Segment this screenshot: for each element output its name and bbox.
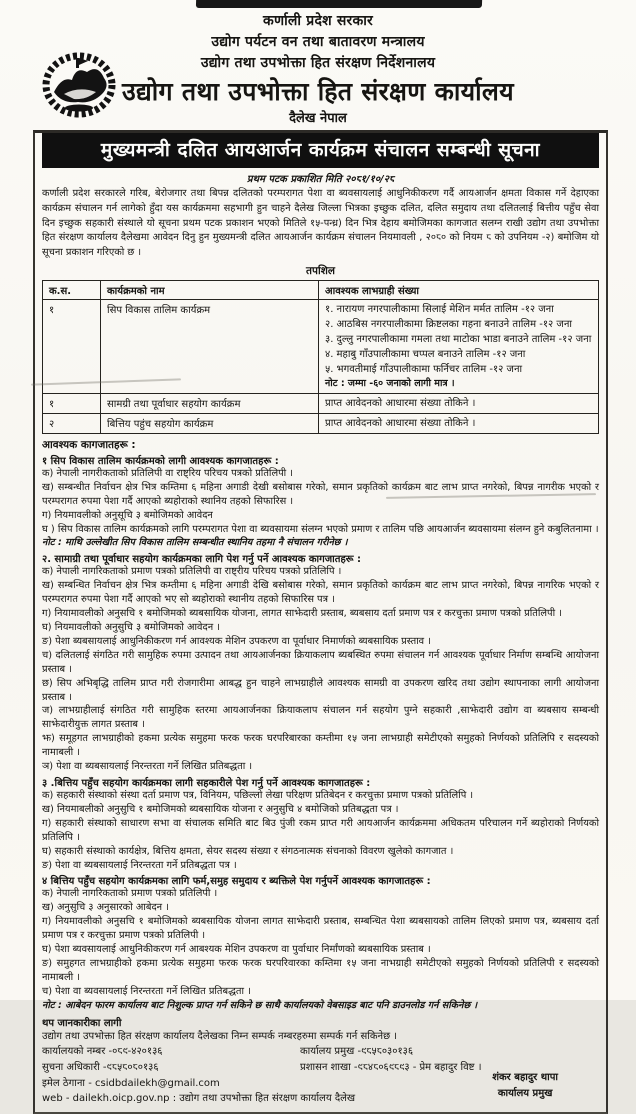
document-item: ग) नियमावलीको अनुसूचि ३ बमोजिमको आवेदन bbox=[42, 509, 213, 521]
document-item: ङ) पेशा वा ब्यबसायलाई निरन्तरता गर्ने प्रतिबद्धता पत्र । bbox=[42, 859, 237, 871]
document-item: क) नेपाली नागरीकताको प्रतिलिपी वा राष्ट्रिय परिचय पत्रको प्रतिलिपी । bbox=[42, 467, 294, 479]
document-item: ख) सम्बन्धित निर्वाचन क्षेत्र भित्र कम्तीमा ६ महिना अगाडी देखि बसोबास गरेको, समान प्रकृतिको कार्यक्रम बाट लाभ प्राप्त नगरेको, बिपन्न नागरिक भएको र परम्परागत रुपमा पेशा गर्दै आएको भए सो ब्यहोराको स्थानीय तहको सिफारिस पत्र । bbox=[42, 580, 599, 606]
government-name: कर्णाली प्रदेश सरकार bbox=[263, 13, 373, 29]
row-program-name: सामग्री तथा पूर्वाधार सहयोग कार्यक्रम bbox=[101, 393, 319, 413]
training-item: १. नारायण नगरपालीकामा सिलाई मेशिन मर्मत तालिम -१२ जना bbox=[325, 303, 554, 315]
document-item: च) दलितलाई संगठित गरी सामुहिक रुपमा उत्पादन तथा आयआर्जनका क्रियाकलाप ब्यबस्थित रुपमा संचालन गर्न आवश्यक पूर्वाधार निर्माण सम्बन्धि आयोजना प्रस्ताब । bbox=[42, 649, 599, 675]
table-row bbox=[43, 393, 599, 413]
document-item: घ) पेशा ब्यवसायलाई आधुनिकीकरण गर्न आबश्यक मेशिन उपकरण वा पुर्वाधार निर्मांणको ब्यबसायिक प्रस्ताब । bbox=[42, 944, 431, 956]
document-item: च) पेशा वा ब्यवसायलाई निरन्तरता गर्ने लिखित प्रतिबद्धता । bbox=[42, 985, 251, 997]
document-item: छ) सिप अभिबृद्धि तालिम प्राप्त गरी रोजगारीमा आबद्ध हुन चाहने लाभग्राहीले आवश्यक सामग्री वा उपकरण खरिद तथा उद्योग स्थापनाका लागी आयोजना प्रस्ताब । bbox=[42, 677, 599, 703]
document-item: ग) सहकारी संस्थाको साधारण सभा वा संचालक समिति बाट बिउ पुंजी रकम प्राप्त गरी आयआर्जन कार्यक्रममा अधिकतम परिचालन गर्ने ब्यहोराको निर्णयको प्रतिलिपि । bbox=[42, 817, 599, 843]
row-details-cell: प्राप्त आवेदनको आधारमा संख्या तोकिने । bbox=[319, 393, 599, 413]
document-item: ख) सम्बन्धीत निर्वाचन क्षेत्र भित्र कम्तिमा ६ महिना अगाडी देखी बसोबास गरेको, समान प्रकृतिको कार्यक्रम बाट लाभ प्राप्त नगरेको, बिपन्न नागरीक भएको र परम्परागत रुपमा पेशा गर्दै आएको ब्यहोराको स्थानिय तहको सिफारिस । bbox=[42, 481, 599, 507]
published-date: प्रथम पटक प्रकाशित मिति २०८१/१०/२८ bbox=[246, 174, 395, 186]
signatory-name: शंकर बहादुर थापा bbox=[492, 1071, 558, 1083]
document-item: ग) नियमावलीको अनुसचि १ बमोजिमको ब्यबसायिक योजना लागत साझेदारी प्रस्ताब, सम्बन्धित पेशा ब्यबसायको तालिम लिएको प्रमाण पत्र, ब्यबसाय दर्ता प्रमाण पत्र र करचुक्ता प्रमाण पत्रको प्रतिलिपी । bbox=[42, 916, 599, 942]
info-officer-number: सुचना अधिकारी -९८५८०८०१३६ bbox=[42, 1061, 159, 1073]
section-heading: ४ बित्तिय पहुँच सहयोग कार्यक्रमका लागि फर्म,समुह समुदाय र ब्यक्तिले पेश गर्नुपर्ने आवश्यक कागजातहरू : bbox=[42, 876, 431, 888]
document-item: क) सहकारी संस्थाको संस्था दर्ता प्रमाण पत्र, विनियम, पछिल्लो लेखा परिक्षण प्रतिबेदन र करचुक्ता प्रमाण पत्रको प्रतिलिपि । bbox=[42, 789, 474, 801]
table-header-row bbox=[43, 280, 599, 299]
section-financial-access-coop-docs bbox=[42, 775, 599, 872]
column-serial: क.स. bbox=[43, 280, 101, 299]
section-financial-access-individual-docs bbox=[42, 873, 599, 998]
admin-section-number: प्रशासन शाखा -९८४८०६९८९३ - प्रेम बहादुर विष्ट । bbox=[300, 1061, 482, 1073]
training-item: ४. महाबु गाँउपालीकामा चप्पल बनाउने तालिम -१२ जना bbox=[325, 348, 526, 360]
document-item: घ) नियमावलीको अनुसुचि ३ बमोजिमको आवेदन । bbox=[42, 622, 220, 633]
footer-note: नोट : आबेदन फारम कार्यालय बाट निशुल्क प्राप्त गर्न सकिने छ साथै कार्यालयको वेबसाइड बाट पनि डाउनलोड गर्न सकिनेछ । bbox=[42, 999, 478, 1011]
column-program-name: कार्यक्रमको नाम bbox=[101, 280, 319, 299]
office-name: उद्योग तथा उपभोक्ता हित संरक्षण कार्यालय bbox=[122, 77, 514, 106]
section-heading: २. सामाग्री तथा पूर्वाधार सहयोग कार्यक्रमका लागि पेश गर्नु पर्ने आवश्यक कागजातहरू : bbox=[42, 554, 362, 566]
section-heading: ३ .बित्तिय पहुँच सहयोग कार्यक्रमका लागी सहकारीले पेश गर्नु पर्ने आवश्यक कागजातहरू : bbox=[42, 777, 371, 789]
row-program-name: बित्तिय पहुंच सहयोग कार्यक्रम bbox=[101, 413, 319, 433]
section-heading: १ सिप विकास तालिम कार्यक्रमको लागी आवश्यक कागजातहरू : bbox=[42, 455, 279, 467]
government-emblem-icon bbox=[42, 52, 116, 118]
office-number: कार्यालयको नम्बर -०८९-४२०१३६ bbox=[42, 1045, 163, 1057]
signature-block bbox=[492, 1070, 558, 1102]
office-chief-number: कार्यालय प्रमुख -९८५८०३०१३६ bbox=[300, 1045, 414, 1057]
more-info-label: थप जानकारीका लागी bbox=[42, 1017, 122, 1029]
document-item: ङ) पेशा ब्यबसायलाई आधुनिकीकरण गर्न आवश्यक मेशिन उपकरण वा पूर्वाधार निमार्णको ब्यबसायिक प्रस्ताव । bbox=[42, 635, 431, 647]
website-address: web - dailekh.oicp.gov.np : उद्योग तथा उपभोक्ता हित संरक्षण कार्यालय दैलेख bbox=[42, 1092, 356, 1104]
document-item: घ) सहकारी संस्थाको कार्यक्षेत्र, बित्तिय क्षमता, सेयर सदस्य संख्या र संगठनात्मक संचनाको विवरण खुलेको कागजात । bbox=[42, 845, 454, 857]
document-item: ञ) पेशा वा ब्यबसायलाई निरन्तरता गर्ने लिखित प्रतिबद्धता । bbox=[42, 761, 253, 773]
document-item: ङ) समुहगत लाभग्राहीको हकमा प्रत्येक समुहमा फरक फरक घरपरिवारका कम्तिमा १५ जना नाभग्राही समेटीएको समुहको निर्णयको प्रतिलिपी र सदस्यको नामाबली । bbox=[42, 957, 599, 983]
section-note: नोट : माथि उल्लेखीत सिप विकास तालिम सम्बन्धीत स्थानिय तहमा नै संचालन गरीनेछ । bbox=[42, 537, 348, 549]
document-item: ख) नियमाबलीको अनुसुचि १ बमोजिमको ब्यबसायिक योजना र अनुसुचि ४ बमोजिको प्रतिबद्धता पत्र । bbox=[42, 803, 399, 815]
section-skill-training-docs bbox=[42, 453, 599, 550]
contact-intro: उद्योग तथा उपभोक्ता हित संरक्षण कार्यालय दैलेखका निम्न सम्पर्क नम्बरहरुमा सम्पर्क गर्न सकिनेछ । bbox=[42, 1030, 398, 1042]
row-serial: १ bbox=[43, 299, 101, 393]
training-item: ५. भगवतीमाई गाँउपालीकामा फर्निचर तालिम -१२ जना bbox=[325, 363, 523, 375]
ministry-name: उद्योग पर्यटन वन तथा बातावरण मन्त्रालय bbox=[211, 34, 425, 50]
table-row-note: नोट : जम्मा -६० जनाको लागी मात्र । bbox=[325, 377, 455, 389]
intro-paragraph: कर्णाली प्रदेश सरकारले गरिब, बेरोजगार तथा बिपन्न दलितको परम्परागत पेशा वा ब्यवसायलाई आधुनिकीकरण गर्दै आयआर्जन क्षमता विकास गर्ने देहाएका कार्यक्रम संचालन गर्न लागेको हुँदा यस कार्यक्रममा सहभागी हुन चाहने दैलेख जिल्ला भित्रका इच्छुक दलित, दलित समुदाय तथा दलितलाई बित्तीय पहुँच सेवा दिन इच्छुक सहकारी संस्थाले यो सूचना प्रथम पटक प्रकाशन भएको मितिले १५-पन्ध्र) दिन भित्र देहाय बमोजिमका कागजात सलग्न राखी उद्योग तथा उपभोक्ता हित संरक्षण कार्यालय दैलेखमा आवेदन दिनु हुन मुख्यमन्त्री दलित आयआर्जन कार्यक्रम संचालन नियमावली , २०८० को नियम ८ को उपनियम -२) बमोजिम यो सूचना प्रकाशन गरिएको छ । bbox=[42, 188, 599, 258]
row-details-cell: प्राप्त आवेदनको आधारमा संख्या तोकिने । bbox=[319, 413, 599, 433]
table-row bbox=[43, 413, 599, 433]
row-program-name: सिप विकास तालिम कार्यक्रम bbox=[101, 299, 319, 393]
section-material-support-docs bbox=[42, 551, 599, 774]
notice-body bbox=[33, 130, 608, 1113]
notice-title: मुख्यमन्त्री दलित आयआर्जन कार्यक्रम संचालन सम्बन्धी सूचना bbox=[42, 133, 599, 168]
document-item: ख) अनुसुचि ३ अनुसारको आबेदन । bbox=[42, 902, 169, 914]
document-item: क) नेपाली नागरिकताको प्रमाण पत्रको प्रतिलिपी । bbox=[42, 888, 218, 900]
office-location: दैलेख नेपाल bbox=[289, 111, 347, 127]
program-table bbox=[42, 280, 599, 434]
email-address: इमेल ठेगाना - csidbdailekh@gmail.com bbox=[42, 1077, 220, 1089]
training-item: ३. दुल्लु नगरपालीकामा गमला तथा माटोका भाडा बनाउने तालिम -१२ जना bbox=[325, 333, 592, 345]
document-item: घ ) सिप विकास तालिम कार्यक्रमको लागि परम्परागत पेशा वा ब्यवसायमा संलग्न भएको प्रमाण र तालिम पछि आयआर्जन ब्यवसायमा संलग्न हुने कबुलितनामा । bbox=[42, 523, 599, 535]
row-details-cell bbox=[319, 299, 599, 393]
row-serial: २ bbox=[43, 413, 101, 433]
column-beneficiary-count: आवश्यक लाभग्राही संख्या bbox=[319, 280, 599, 299]
document-item: ज) लाभग्राहीलाई संगठित गरी सामुहिक स्तरमा आयआर्जनका क्रियाकलाप संचालन गर्न सहयोग पुग्ने सहकारी ,साझेदारी उद्योग वा ब्यबसाय सम्बन्धी साझेदारीयुक्त लागत प्रस्ताब । bbox=[42, 705, 599, 731]
row-serial: १ bbox=[43, 393, 101, 413]
signatory-title: कार्यालय प्रमुख bbox=[497, 1087, 553, 1099]
document-header bbox=[0, 0, 636, 126]
document-item: क) नेपाली नागरिकताको प्रमाण पत्रको प्रतिलिपी वा राष्ट्रीय परिचय पत्रको प्रतिलिपि । bbox=[42, 566, 342, 578]
document-item: ग) नियामावलीको अनुसचि १ बमोजिमको ब्यबसायिक योजना, लागत साझेदारी प्रस्ताब, ब्यबसाय दर्ता प्रमाण पत्र र करचुक्ता प्रमाण पत्रको प्रतिलिपी । bbox=[42, 608, 562, 620]
documents-heading: आवश्यक कागजातहरू : bbox=[42, 438, 136, 451]
table-caption: तपशिल bbox=[306, 264, 335, 277]
training-item: २. आठबिस नगरपालीकामा क्रिष्टलका गहना बनाउने तालिम -१२ जना bbox=[325, 318, 572, 330]
document-item: झ) समूहगत लाभग्राहीको हकमा प्रत्येक समुहमा फरक फरक घरपरिबारका कम्तीमा १५ जना लाभग्राही समेटीएको समुहको निर्णयको प्रतिलिपि र सदस्यको नामाबली । bbox=[42, 733, 599, 759]
directorate-name: उद्योग तथा उपभोक्ता हित संरक्षण निर्देशनालय bbox=[200, 55, 436, 71]
